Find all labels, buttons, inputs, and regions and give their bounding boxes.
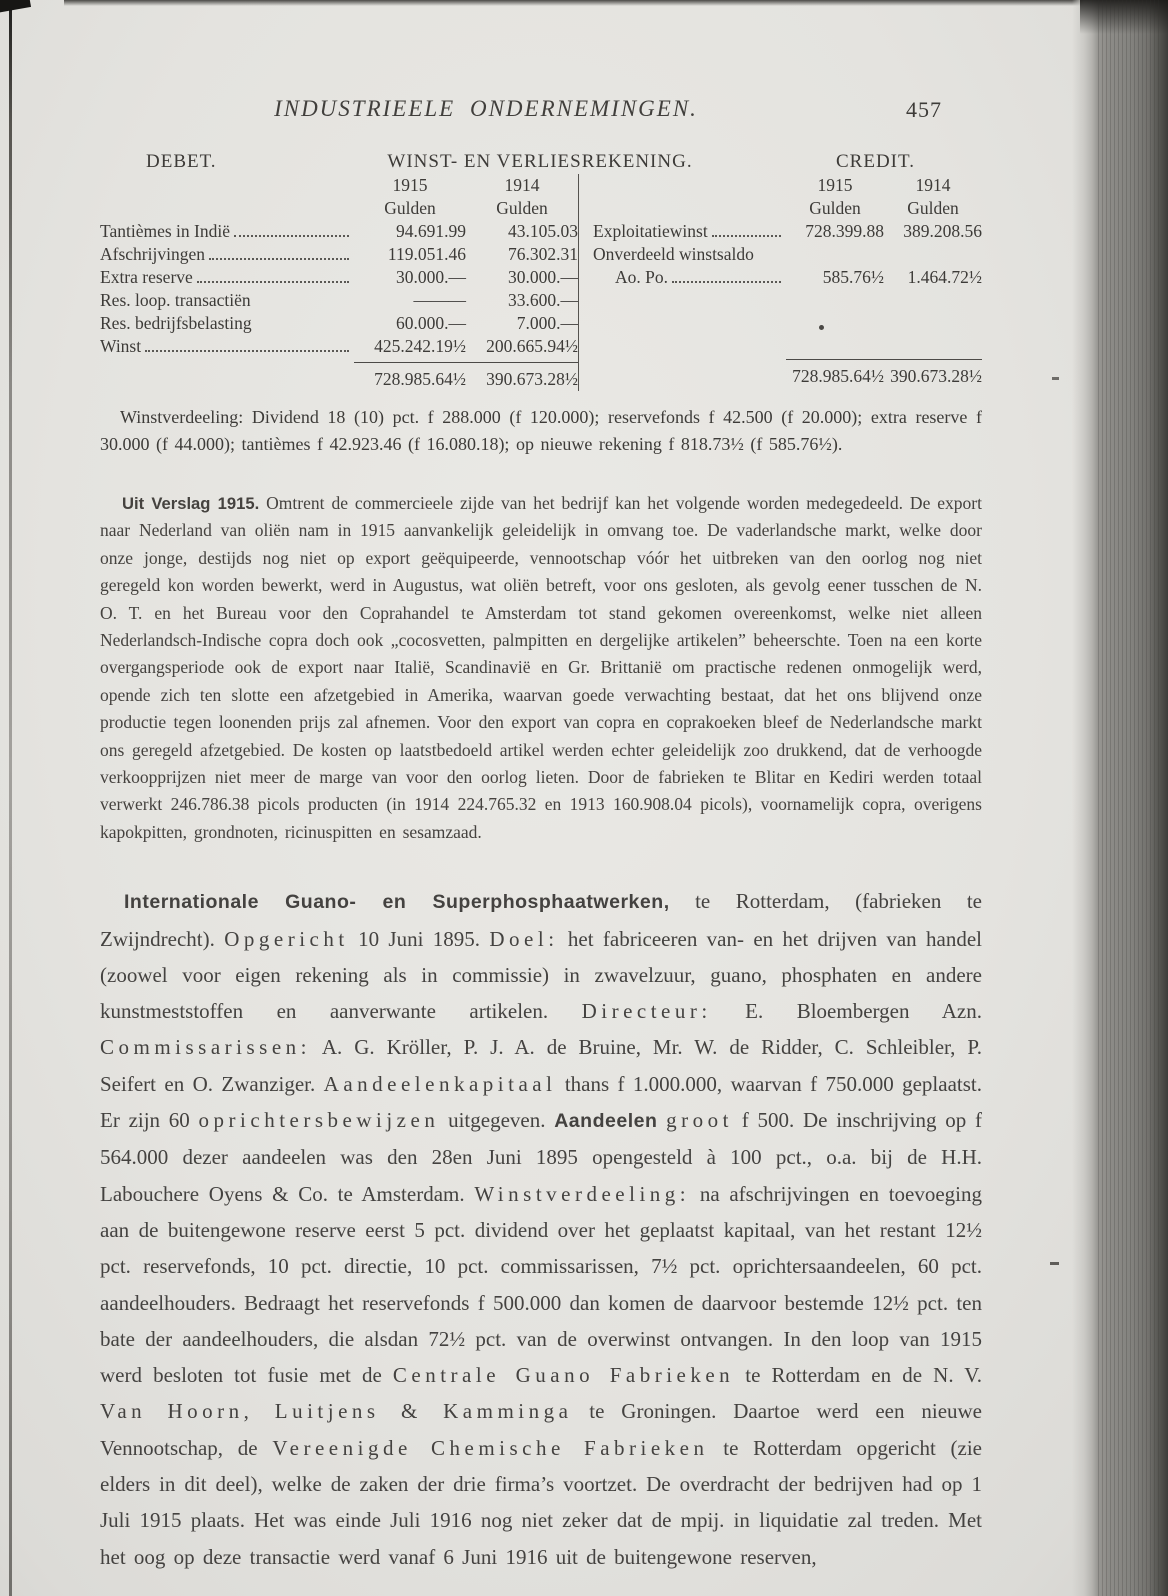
dot-leader (197, 281, 349, 283)
text-segment: te Rotterdam en de N. V. (734, 1363, 982, 1388)
text-segment: thans f 1.000.000, waarvan f 750.000 geplaatst. Er zijn 60 (100, 1071, 982, 1133)
total-1915: 728.985.64½ (374, 369, 466, 389)
value-1914: 43.105.03 (508, 221, 578, 241)
total-row (593, 355, 982, 388)
text-segment: Vereenigde Chemische Fabrieken (272, 1435, 709, 1460)
book-fore-edge (1072, 0, 1168, 1596)
value-1914: 1.464.72½ (907, 267, 982, 287)
year-header-row (593, 174, 982, 197)
unit-label: Gulden (907, 198, 959, 218)
text-segment: te Groningen. Daartoe werd een nieuwe Vennootschap, de (100, 1399, 982, 1460)
winstverdeeling-paragraph: Winstverdeeling: Dividend 18 (10) pct. f 288.000 (f 120.000); reservefonds f 42.500 (f 20.000); extra reserve f 30.000 (f 44.000); tantièmes f 42.923.46 (f 16.080.18); op nieuwe rekening f 818.73½ (f 585.76½). (100, 407, 982, 454)
text-segment: uitgegeven. (439, 1108, 555, 1133)
text-segment: f 500. De inschrijving op f 564.000 dezer aandeelen was den 28en Juni 1895 opengesteld à 100 pct., o.a. bij de H.H. Labouchere Oyens & Co. te Amsterdam. (100, 1108, 983, 1206)
credit-label: CREDIT. (836, 151, 915, 172)
text-segment: E. Bloembergen Azn. (711, 999, 982, 1024)
total-1914: 390.673.28½ (486, 369, 578, 389)
table-row (100, 220, 578, 243)
text-segment: Opgericht (224, 926, 349, 951)
year-1914: 1914 (504, 175, 540, 195)
text-segment: het fabriceeren van- en het drijven van handel (zoowel voor eigen rekening als in commissie) in zwavelzuur, guano, phosphaten en andere kunstmeststoffen en aanverwante artikelen. (100, 926, 982, 1024)
table-row (100, 312, 578, 335)
total-row (100, 358, 578, 391)
spacer (593, 289, 982, 355)
text-segment: Internationale Guano- en Superphosphaatwerken, (124, 891, 670, 914)
table-row (100, 289, 578, 312)
guano-company-entry (100, 883, 982, 1575)
value-1914: 7.000.— (516, 313, 578, 333)
value-1915: 728.399.88 (805, 221, 884, 241)
dot-leader (209, 258, 349, 260)
verslag-1915-paragraph (100, 490, 982, 846)
value-1914: 33.600.— (508, 290, 578, 310)
verslag-body: Omtrent de commercieele zijde van het bedrijf kan het volgende worden medegedeeld. De export naar Nederland van oliën nam in 1915 aanvankelijk geleidelijk in omvang toe. De vaderlandsche markt, welke door onze jonge, destijds nog niet op export geëquipeerde, vennootschap vóór het uitbreken van den oorlog nog niet geregeld kon worden bewerkt, werd in Augustus, wat oliën betreft, voor ons gesloten, als gevolg eener tusschen de N. O. T. en het Bureau voor den Coprahandel te Amsterdam tot stand gekomen overeenkomst, welke niet alleen Nederlandsch-Indische copra doch ook „cocosvetten, palmpitten en dergelijke artikelen” beheerschte. Toen na een korte overgangsperiode ook de export naar Italië, Scandinavië en Gr. Brittanië om practische redenen onmogelijk werd, opende zich ten slotte een afzetgebied in Amerika, waarvan goede verwachting bestaat, dat het ons blijvend onze productie tegen loonenden prijs zal afnemen. Voor den export van copra en coprakoeken bleef de Nederlandsche markt ons geregeld afzetgebied. De kosten op laatstbedoeld artikel werden echter geleidelijk zoo drukkend, dat de verhoogde verkoopprijzen niet meer de marge van voor den oorlog lieten. Door de fabrieken te Blitar en Kediri werden totaal verwerkt 246.786.38 picols producten (in 1914 224.765.32 en 1913 160.908.04 picols), voornamelijk copra, overigens kapokpitten, grondnoten, ricinuspitten en sesamzaad. (100, 493, 982, 842)
page-number: 457 (906, 97, 942, 122)
unit-label: Gulden (384, 198, 436, 218)
row-label: Res. bedrijfsbelasting (100, 313, 252, 333)
text-segment: Van Hoorn, Luitjens & Kamminga (100, 1399, 573, 1424)
year-1915: 1915 (392, 175, 428, 195)
scan-speck (1050, 1262, 1059, 1265)
row-label: Winst (100, 336, 142, 356)
page-title: INDUSTRIEELE ONDERNEMINGEN. (274, 96, 698, 121)
text-segment (657, 1108, 666, 1132)
text-segment: Aandeelenkapitaal (323, 1071, 557, 1096)
dot-leader (234, 235, 349, 237)
table-row (593, 266, 982, 289)
total-1915: 728.985.64½ (792, 366, 884, 386)
value-1915: 119.051.46 (387, 244, 466, 264)
table-row (593, 220, 982, 243)
row-label: Tantièmes in Indië (100, 221, 230, 241)
value-1915: 425.242.19½ (374, 336, 466, 356)
table-row (100, 243, 578, 266)
dot-leader (712, 235, 781, 237)
value-1914: 200.665.94½ (486, 336, 578, 356)
row-label: Onverdeeld winstsaldo (593, 244, 754, 264)
debet-label: DEBET. (146, 151, 217, 172)
text-segment: A. G. Kröller, P. J. A. de Bruine, Mr. W. de Ridder, C. Schleibler, P. Seifert en O. Zwanziger. (100, 1035, 982, 1096)
year-1914: 1914 (915, 175, 951, 195)
unit-header-row (593, 197, 982, 220)
text-segment: Centrale Guano Fabrieken (392, 1363, 735, 1388)
value-1915: ——— (413, 290, 466, 310)
page-content (100, 0, 982, 1575)
table-row (100, 266, 578, 289)
text-segment: te Rotterdam, (fabrieken te Zwijndrecht). (100, 889, 982, 951)
profit-loss-statement (100, 150, 982, 391)
value-1914: 30.000.— (508, 267, 578, 287)
text-segment: 10 Juni 1895. (348, 926, 490, 951)
value-1915: 585.76½ (822, 267, 884, 287)
running-head (100, 96, 982, 126)
print-speck (819, 325, 824, 330)
text-segment: Doel: (489, 926, 559, 951)
row-label: Extra reserve (100, 267, 193, 287)
statement-header (100, 150, 982, 174)
table-row (100, 335, 578, 358)
dot-leader (672, 281, 781, 283)
credit-column (578, 174, 982, 391)
text-segment: groot (666, 1108, 733, 1133)
text-segment: Commissarissen: (100, 1035, 312, 1060)
row-label: Res. loop. transactiën (100, 290, 251, 310)
statement-title: WINST- EN VERLIESREKENING. (387, 151, 693, 172)
table-row (593, 243, 982, 266)
value-1915: 30.000.— (396, 267, 466, 287)
row-label: Ao. Po. (615, 267, 668, 287)
value-1914: 76.302.31 (508, 244, 578, 264)
scan-speck (1052, 377, 1059, 380)
text-segment: oprichtersbewijzen (198, 1108, 440, 1133)
text-segment: na afschrijvingen en toevoeging aan de buitengewone reserve eerst 5 pct. dividend over het geplaatst kapitaal, van het restant 12½ pct. reservefonds, 10 pct. directie, 10 pct. commissarissen, 7½ pct. oprichtersaandeelen, 60 pct. aandeelhouders. Bedraagt het reservefonds f 500.000 dan komen de daarvoor bestemde 12½ pct. ten bate der aandeelhouders, die alsdan 72½ pct. van de overwinst ontvangen. In den loop van 1915 werd besloten tot fusie met de (100, 1181, 983, 1388)
text-segment: Directeur: (581, 999, 712, 1024)
debet-column (100, 174, 578, 391)
scan-corner-mark (0, 0, 31, 13)
year-header-row (100, 174, 578, 197)
year-1915: 1915 (817, 175, 853, 195)
unit-header-row (100, 197, 578, 220)
unit-label: Gulden (496, 198, 548, 218)
text-segment: Winstverdeeling: (474, 1181, 691, 1206)
scan-left-edge-line (9, 4, 12, 1596)
text-segment: Aandeelen (554, 1110, 658, 1133)
dot-leader (145, 350, 349, 352)
unit-label: Gulden (809, 198, 861, 218)
value-1914: 389.208.56 (903, 221, 982, 241)
total-1914: 390.673.28½ (890, 366, 982, 386)
statement-body (100, 174, 982, 391)
verslag-lead: Uit Verslag 1915. (122, 494, 260, 513)
row-label: Exploitatiewinst (593, 221, 708, 241)
text-segment: te Rotterdam opgericht (zie elders in dit deel), welke de zaken der drie firma’s voortzet. De overdracht der bedrijven had op 1 Juli 1915 plaats. Het was einde Juli 1916 nog niet zeker dat de mpij. in liquidatie zal treden. Met het oog op deze transactie werd vanaf 6 Juni 1916 uit de buitengewone reserven, (100, 1435, 982, 1569)
value-1915: 94.691.99 (396, 221, 466, 241)
row-label: Afschrijvingen (100, 244, 205, 264)
value-1915: 60.000.— (396, 313, 466, 333)
